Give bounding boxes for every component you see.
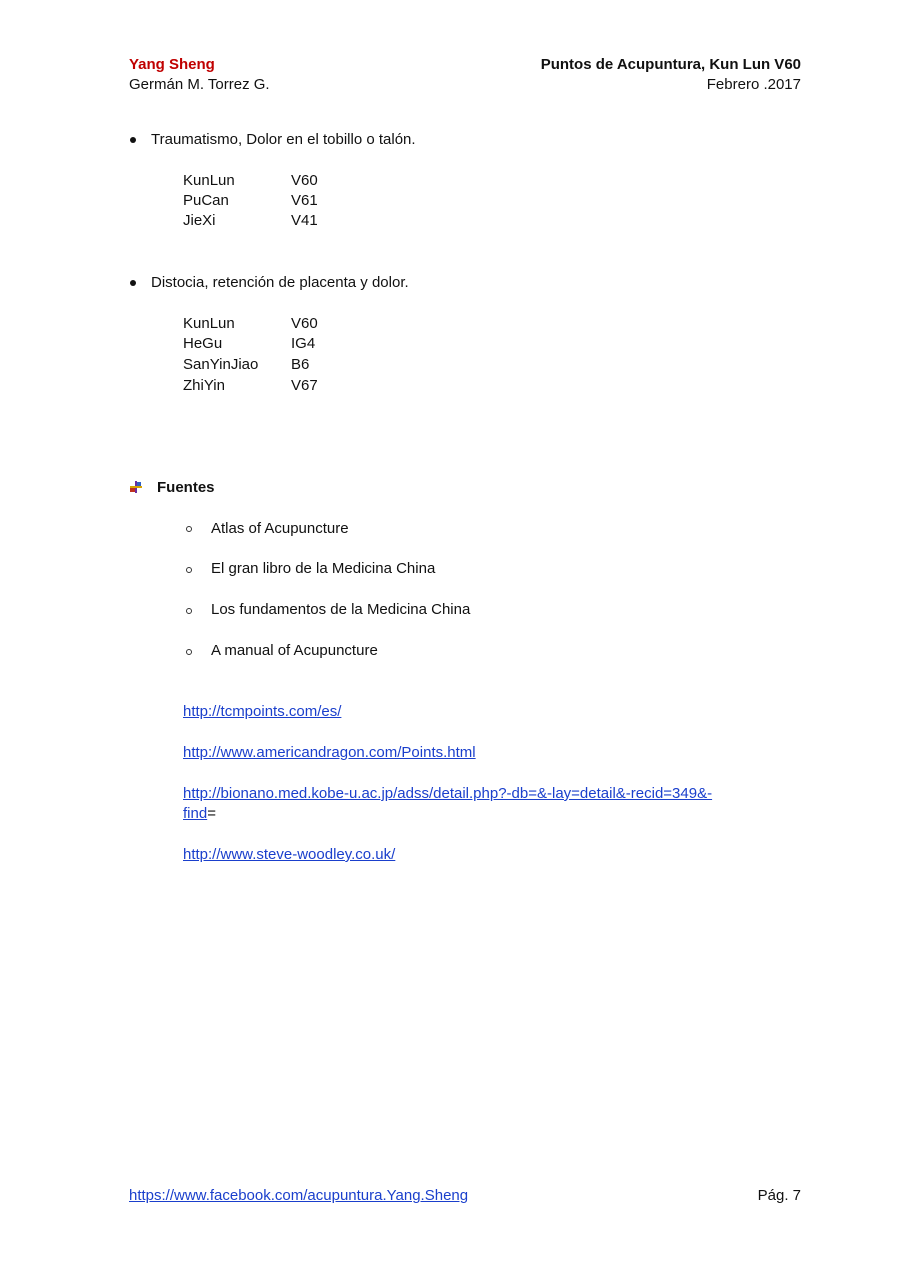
source-book: Atlas of Acupuncture <box>211 520 349 537</box>
circle-bullet-icon <box>186 567 192 573</box>
point-name: SanYinJiao <box>183 356 259 373</box>
source-link-container <box>183 784 712 804</box>
point-code: V41 <box>291 212 318 229</box>
section-heading: Traumatismo, Dolor en el tobillo o talón. <box>151 131 416 148</box>
source-link[interactable]: http://www.steve-woodley.co.uk/ <box>183 846 396 863</box>
point-name: PuCan <box>183 192 229 209</box>
circle-bullet-icon <box>186 526 192 532</box>
source-link-container <box>183 804 216 824</box>
sources-bullet-icon <box>129 480 143 494</box>
brand-name: Yang Sheng <box>129 56 215 73</box>
source-link-container <box>183 702 341 722</box>
footer-link-container <box>129 1186 468 1206</box>
circle-bullet-icon <box>186 649 192 655</box>
sources-heading: Fuentes <box>157 479 215 496</box>
point-code: IG4 <box>291 335 316 352</box>
footer-facebook-link[interactable]: https://www.facebook.com/acupuntura.Yang.Sheng <box>129 1187 469 1204</box>
source-book: Los fundamentos de la Medicina China <box>211 601 471 618</box>
source-link[interactable]: http://bionano.med.kobe-u.ac.jp/adss/detail.php?-db=&-lay=detail&-recid=349&- <box>183 785 713 802</box>
bullet-icon <box>130 137 136 143</box>
point-code: V61 <box>291 192 318 209</box>
point-code: V60 <box>291 172 318 189</box>
author-name: Germán M. Torrez G. <box>129 76 270 93</box>
link-suffix: = <box>207 805 216 822</box>
point-name: ZhiYin <box>183 377 225 394</box>
section-heading: Distocia, retención de placenta y dolor. <box>151 274 409 291</box>
point-name: KunLun <box>183 315 235 332</box>
circle-bullet-icon <box>186 608 192 614</box>
document-date: Febrero .2017 <box>706 76 801 93</box>
source-link-continued[interactable]: find <box>183 805 208 822</box>
point-code: B6 <box>291 356 310 373</box>
point-name: JieXi <box>183 212 216 229</box>
point-name: HeGu <box>183 335 223 352</box>
source-book: A manual of Acupuncture <box>211 642 378 659</box>
point-code: V67 <box>291 377 318 394</box>
bullet-icon <box>130 280 136 286</box>
source-link-container <box>183 845 395 865</box>
point-name: KunLun <box>183 172 235 189</box>
document-title: Puntos de Acupuntura, Kun Lun V60 <box>540 56 801 73</box>
source-link[interactable]: http://tcmpoints.com/es/ <box>183 703 342 720</box>
point-code: V60 <box>291 315 318 332</box>
page-number: Pág. 7 <box>757 1187 801 1204</box>
source-link[interactable]: http://www.americandragon.com/Points.html <box>183 744 476 761</box>
source-book: El gran libro de la Medicina China <box>211 560 436 577</box>
source-link-container <box>183 743 476 763</box>
